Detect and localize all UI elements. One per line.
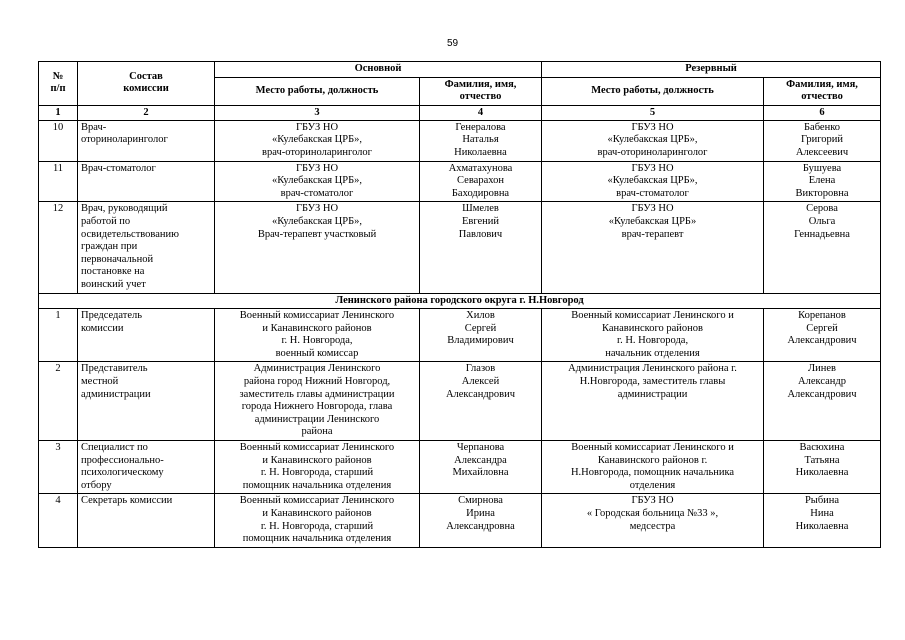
- row-reserve-workplace: Администрация Ленинского района г. Н.Новгорода, заместитель главы администрации: [542, 362, 764, 441]
- row-reserve-name: Бабенко Григорий Алексеевич: [764, 120, 881, 161]
- column-index: 3: [215, 105, 420, 120]
- row-reserve-workplace: Военный комиссариат Ленинского и Канавинского районов г. Н.Новгорода, помощник начальника отделения: [542, 441, 764, 494]
- row-main-workplace: Военный комиссариат Ленинского и Канавинского районов г. Н. Новгорода, военный комиссар: [215, 309, 420, 362]
- row-role: Специалист по профессионально- психологическому отбору: [78, 441, 215, 494]
- header-reserve-fullname: Фамилия, имя, отчество: [764, 77, 881, 105]
- row-role: Врач, руководящий работой по освидетельствованию граждан при первоначальной постановке на воинский учет: [78, 202, 215, 293]
- table-row: [39, 161, 881, 202]
- row-number: 10: [39, 120, 78, 161]
- row-number: 1: [39, 309, 78, 362]
- header-main-workplace: Место работы, должность: [215, 77, 420, 105]
- row-main-name: Генералова Наталья Николаевна: [420, 120, 542, 161]
- column-index: 6: [764, 105, 881, 120]
- row-main-workplace: ГБУЗ НО «Кулебакская ЦРБ», врач-стоматолог: [215, 161, 420, 202]
- header-composition: Состав комиссии: [78, 62, 215, 106]
- section-title: Ленинского района городского округа г. Н.Новгород: [39, 293, 881, 309]
- row-reserve-name: Васюхина Татьяна Николаевна: [764, 441, 881, 494]
- row-reserve-name: Рыбина Нина Николаевна: [764, 494, 881, 547]
- row-main-name: Хилов Сергей Владимирович: [420, 309, 542, 362]
- row-main-workplace: Военный комиссариат Ленинского и Канавинского районов г. Н. Новгорода, старший помощник начальника отделения: [215, 441, 420, 494]
- row-role: Секретарь комиссии: [78, 494, 215, 547]
- table-row: [39, 202, 881, 293]
- table-row: [39, 362, 881, 441]
- row-main-name: Шмелев Евгений Павлович: [420, 202, 542, 293]
- table-row: [39, 494, 881, 547]
- table-row: [39, 309, 881, 362]
- header-reserve-workplace: Место работы, должность: [542, 77, 764, 105]
- row-number: 3: [39, 441, 78, 494]
- row-main-workplace: ГБУЗ НО «Кулебакская ЦРБ», Врач-терапевт участковый: [215, 202, 420, 293]
- header-num: № п/п: [39, 62, 78, 106]
- row-reserve-workplace: ГБУЗ НО «Кулебакская ЦРБ» врач-терапевт: [542, 202, 764, 293]
- row-reserve-name: Бушуева Елена Викторовна: [764, 161, 881, 202]
- column-index: 4: [420, 105, 542, 120]
- row-role: Врач-стоматолог: [78, 161, 215, 202]
- row-main-workplace: ГБУЗ НО «Кулебакская ЦРБ», врач-оториноларинголог: [215, 120, 420, 161]
- section-header-row: [39, 293, 881, 309]
- row-number: 12: [39, 202, 78, 293]
- row-role: Представитель местной администрации: [78, 362, 215, 441]
- commission-table: [38, 61, 881, 548]
- row-reserve-workplace: ГБУЗ НО « Городская больница №33 », медсестра: [542, 494, 764, 547]
- header-reserve: Резервный: [542, 62, 881, 78]
- table-row: [39, 120, 881, 161]
- header-index-row: [39, 105, 881, 120]
- header-main-fullname: Фамилия, имя, отчество: [420, 77, 542, 105]
- header-row-1: [39, 62, 881, 78]
- row-main-name: Смирнова Ирина Александровна: [420, 494, 542, 547]
- row-main-workplace: Администрация Ленинского района город Нижний Новгород, заместитель главы администрации города Нижнего Новгорода, глава администрации Ленинского района: [215, 362, 420, 441]
- row-main-name: Глазов Алексей Александрович: [420, 362, 542, 441]
- row-reserve-name: Линев Александр Александрович: [764, 362, 881, 441]
- row-reserve-workplace: Военный комиссариат Ленинского и Канавинского районов г. Н. Новгорода, начальник отделения: [542, 309, 764, 362]
- row-reserve-name: Серова Ольга Геннадьевна: [764, 202, 881, 293]
- table-row: [39, 441, 881, 494]
- column-index: 5: [542, 105, 764, 120]
- row-main-name: Черпанова Александра Михайловна: [420, 441, 542, 494]
- page-number: 59: [446, 38, 459, 49]
- header-main: Основной: [215, 62, 542, 78]
- row-main-workplace: Военный комиссариат Ленинского и Канавинского районов г. Н. Новгорода, старший помощник начальника отделения: [215, 494, 420, 547]
- row-role: Врач- оториноларинголог: [78, 120, 215, 161]
- column-index: 2: [78, 105, 215, 120]
- row-reserve-workplace: ГБУЗ НО «Кулебакская ЦРБ», врач-стоматолог: [542, 161, 764, 202]
- row-number: 11: [39, 161, 78, 202]
- row-number: 2: [39, 362, 78, 441]
- row-number: 4: [39, 494, 78, 547]
- column-index: 1: [39, 105, 78, 120]
- row-reserve-workplace: ГБУЗ НО «Кулебакская ЦРБ», врач-оториноларинголог: [542, 120, 764, 161]
- row-role: Председатель комиссии: [78, 309, 215, 362]
- row-main-name: Ахматахунова Севарахон Баходировна: [420, 161, 542, 202]
- row-reserve-name: Корепанов Сергей Александрович: [764, 309, 881, 362]
